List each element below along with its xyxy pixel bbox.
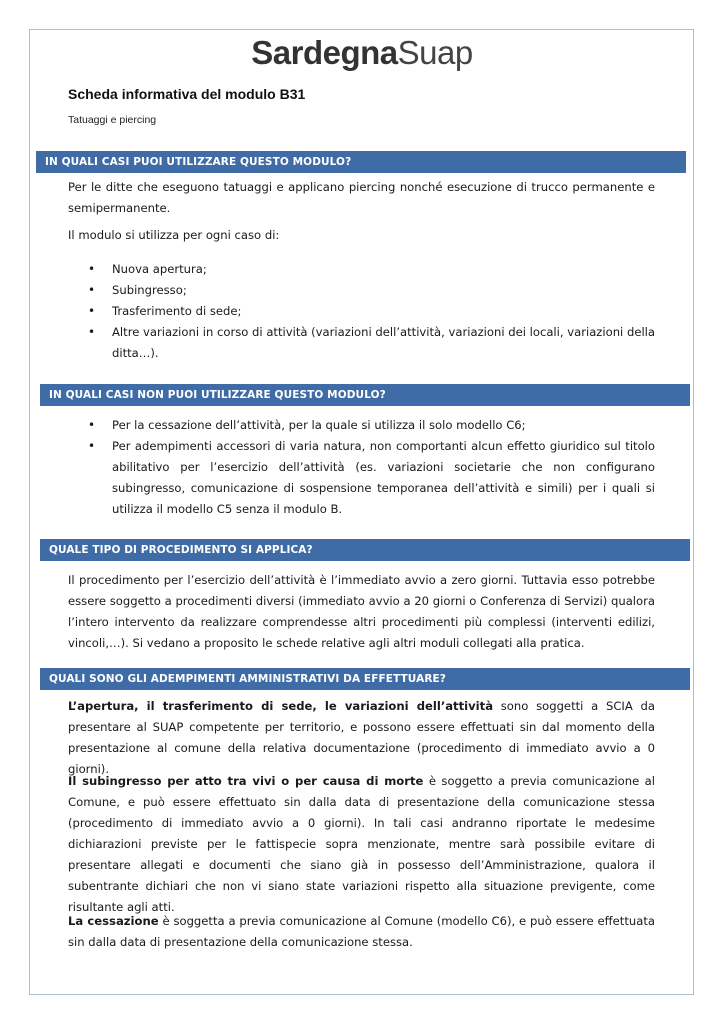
section-usage-list — [68, 259, 655, 364]
section-obligations-paragraph-3 — [68, 911, 655, 953]
list-item: • Trasferimento di sede; — [68, 301, 655, 322]
logo-light-text: Suap — [397, 34, 473, 71]
section-heading-obligations: QUALI SONO GLI ADEMPIMENTI AMMINISTRATIVI DA EFFETTUARE? — [40, 668, 690, 690]
list-item: • Per la cessazione dell’attività, per la quale si utilizza il solo modello C6; — [68, 415, 655, 436]
paragraph-text: è soggetta a previa comunicazione al Comune (modello C6), e può essere effettuata sin dalla data di presentazione della comunicazione stessa. — [68, 914, 655, 949]
bold-lead: L’apertura, il trasferimento di sede, le variazioni dell’attività — [68, 699, 494, 713]
document-title: Scheda informativa del modulo B31 — [68, 86, 306, 102]
bold-lead: Il subingresso per atto tra vivi o per causa di morte — [68, 774, 424, 788]
section-procedure-paragraph: Il procedimento per l’esercizio dell’attività è l’immediato avvio a zero giorni. Tuttavia esso potrebbe essere soggetto a procedimenti diversi (immediato avvio a 20 giorni o Conferenza di Servizi) qualora l’intero intervento da realizzare comprendesse altri procedimenti più complessi (interventi edilizi, vincoli,…). Si vedano a proposito le schede relative agli altri moduli collegati alla pratica. — [68, 573, 655, 650]
section-obligations-paragraph-1 — [68, 696, 655, 780]
list-item: • Subingresso; — [68, 280, 655, 301]
section-heading-usage: IN QUALI CASI PUOI UTILIZZARE QUESTO MODULO? — [36, 151, 686, 173]
section-heading-procedure: QUALE TIPO DI PROCEDIMENTO SI APPLICA? — [40, 539, 690, 561]
section-usage-paragraph-1: Per le ditte che eseguono tatuaggi e applicano piercing nonché esecuzione di trucco permanente e semipermanente. — [68, 180, 655, 215]
paragraph-text: sono soggetti a SCIA da presentare al SUAP competente per territorio, e possono essere effettuati sin dal momento della presentazione al comune della relativa documentazione (procedimento di immediato avvio a 0 giorni). — [68, 699, 655, 776]
list-item: • Per adempimenti accessori di varia natura, non comportanti alcun effetto giuridico sul titolo abilitativo per l’esercizio dell’attività (es. variazioni societarie che non configurano subingresso, comunicazione di sospensione temporanea dell’attività e simili) per i quali si utilizza il modello C5 senza il modulo B. — [68, 436, 655, 520]
list-item: • Nuova apertura; — [68, 259, 655, 280]
section-heading-not-usage: IN QUALI CASI NON PUOI UTILIZZARE QUESTO MODULO? — [40, 384, 690, 406]
section-obligations-paragraph-2 — [68, 771, 655, 918]
list-item: • Altre variazioni in corso di attività (variazioni dell’attività, variazioni dei locali, variazioni della ditta…). — [68, 322, 655, 364]
sardegna-suap-logo — [0, 34, 724, 72]
document-subtitle: Tatuaggi e piercing — [68, 114, 157, 126]
paragraph-text: è soggetto a previa comunicazione al Comune, e può essere effettuato sin dalla data di presentazione della comunicazione stessa (procedimento di immediato avvio a 0 giorni). In tali casi andranno riportate le medesime dichiarazioni previste per le fattispecie sopra menzionate, mentre sarà possibile evitare di presentare allegati e documenti che siano già in possesso dell’Amministrazione, qualora il subentrante dichiari che non vi siano state variazioni rispetto alla situazione previgente, come risultante agli atti. — [68, 774, 655, 914]
section-not-usage-list — [68, 415, 655, 520]
bold-lead: La cessazione — [68, 914, 159, 928]
logo-bold-text: Sardegna — [251, 34, 398, 71]
section-usage-paragraph-2: Il modulo si utilizza per ogni caso di: — [68, 228, 280, 242]
